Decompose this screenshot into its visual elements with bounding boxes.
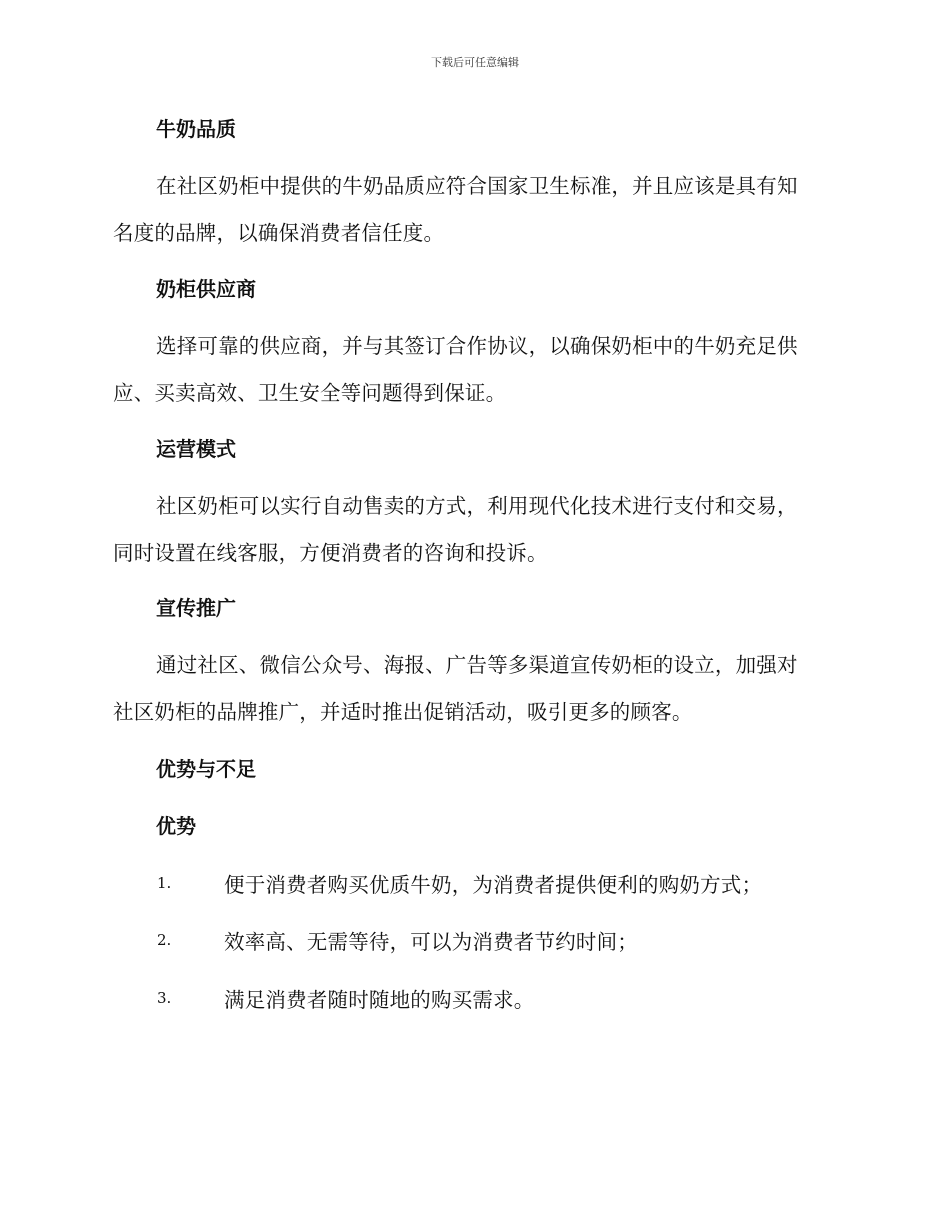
- section-heading-pros-cons: 优势与不足: [156, 757, 256, 781]
- section-paragraph-operation-mode: [113, 483, 833, 577]
- section-heading-promotion: 宣传推广: [156, 596, 236, 620]
- section-paragraph-milk-quality: [113, 163, 833, 257]
- list-item: [113, 925, 833, 955]
- list-number: 2.: [157, 931, 172, 949]
- section-heading-operation-mode: 运营模式: [156, 437, 236, 461]
- paragraph-line: 应、买卖高效、卫生安全等问题得到保证。: [113, 381, 507, 405]
- paragraph-line: 在社区奶柜中提供的牛奶品质应符合国家卫生标准，并且应该是具有知: [156, 174, 798, 198]
- list-text: 效率高、无需等待，可以为消费者节约时间；: [224, 930, 638, 954]
- section-heading-milk-quality: 牛奶品质: [156, 117, 236, 141]
- list-number: 3.: [157, 989, 172, 1007]
- list-item: [113, 983, 833, 1013]
- section-heading-supplier: 奶柜供应商: [156, 277, 256, 301]
- list-item: [113, 868, 833, 898]
- paragraph-line: 选择可靠的供应商，并与其签订合作协议，以确保奶柜中的牛奶充足供: [156, 334, 798, 358]
- paragraph-line: 通过社区、微信公众号、海报、广告等多渠道宣传奶柜的设立，加强对: [156, 653, 798, 677]
- page-header: 下载后可任意编辑: [431, 56, 519, 69]
- paragraph-line: 社区奶柜的品牌推广，并适时推出促销活动，吸引更多的顾客。: [113, 700, 693, 724]
- list-text: 满足消费者随时随地的购买需求。: [224, 988, 535, 1012]
- list-number: 1.: [157, 874, 172, 892]
- section-paragraph-promotion: [113, 642, 833, 736]
- subheading-advantages: 优势: [156, 814, 196, 838]
- paragraph-line: 名度的品牌，以确保消费者信任度。: [113, 221, 445, 245]
- paragraph-line: 社区奶柜可以实行自动售卖的方式，利用现代化技术进行支付和交易，: [156, 494, 798, 518]
- section-paragraph-supplier: [113, 323, 833, 417]
- list-text: 便于消费者购买优质牛奶，为消费者提供便利的购奶方式；: [224, 873, 763, 897]
- paragraph-line: 同时设置在线客服，方便消费者的咨询和投诉。: [113, 541, 548, 565]
